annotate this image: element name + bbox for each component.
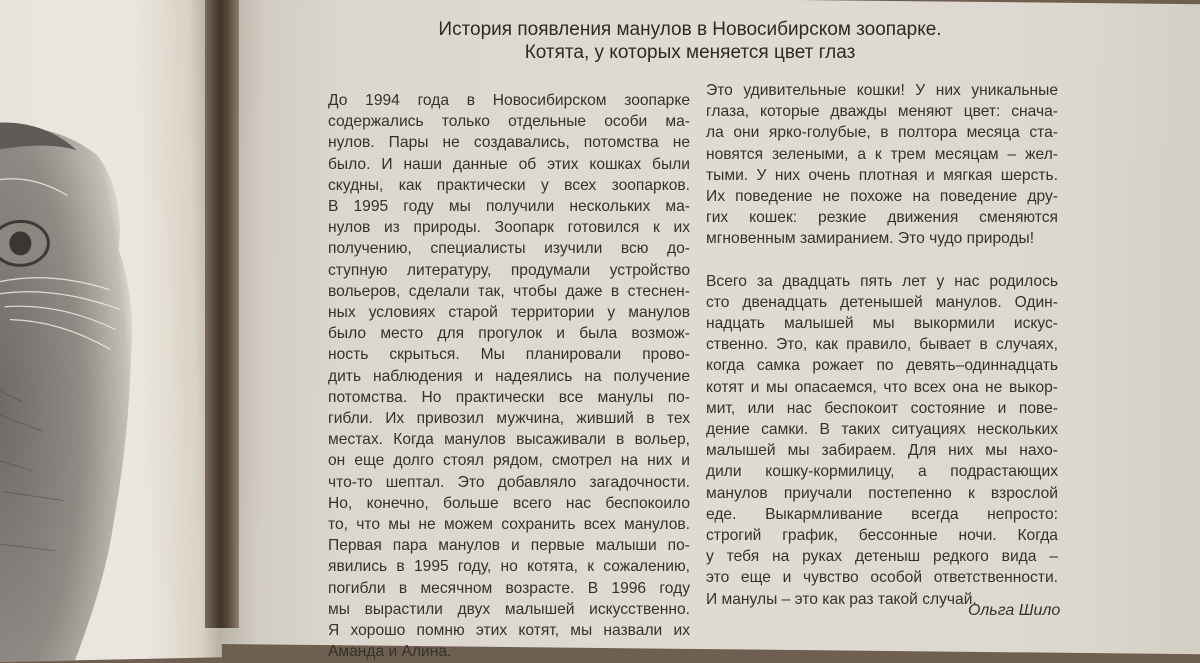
text-column-right — [706, 80, 1058, 610]
text-line: дить наблюдения и надеялись на получение — [328, 367, 690, 385]
text-line: ственно. Это, как правило, бывает в случаях, — [706, 336, 1058, 354]
text-line: ла они ярко-голубые, в полтора месяца ста- — [706, 124, 1058, 142]
text-line: нулов из природы. Зоопарк готовился к их — [328, 219, 690, 237]
text-line: сто двенадцать детенышей манулов. Один- — [706, 293, 1058, 311]
text-line: гибли. Их привозил мужчина, живший в тех — [328, 410, 690, 428]
text-line: еде. Выкармливание всегда непросто: — [706, 505, 1058, 523]
text-line: ступную литературу, продумали устройство — [328, 261, 690, 279]
paragraph — [328, 90, 690, 662]
text-line: мит, или нас беспокоит состояние и пове- — [706, 399, 1058, 417]
text-line: вольеров, сделали так, чтобы даже в стеснен- — [328, 282, 690, 300]
text-line: погибли в месячном возрасте. В 1996 году — [328, 579, 690, 597]
text-line: ность скрыться. Мы планировали прово- — [328, 346, 690, 364]
text-line: строгий график, бессонные ночи. Когда — [706, 527, 1058, 545]
text-line: Аманда и Алина. — [328, 643, 452, 661]
text-line: новятся зелеными, а к трем месяцам – жел- — [706, 145, 1058, 163]
text-line: мы вырастили двух малышей искусственно. — [328, 600, 690, 618]
text-line: получению, специалисты изучили всю до- — [328, 240, 690, 258]
text-line: скудны, как практически у всех зоопарков. — [328, 176, 690, 194]
text-line: то, что мы не можем сохранить всех манулов. — [328, 516, 690, 534]
article-title — [380, 18, 1000, 64]
text-line: малышей мы забираем. Для них мы нахо- — [706, 442, 1058, 460]
text-line: когда самка рожает по девять–одиннадцать — [706, 357, 1058, 375]
text-line: Всего за двадцать пять лет у нас родилось — [706, 272, 1058, 290]
text-line: что-то шептал. Это добавляло загадочности. — [328, 473, 690, 491]
text-line: явились в 1995 году, но котята, к сожалению, — [328, 558, 690, 576]
title-line-2: Котята, у которых меняется цвет глаз — [524, 42, 856, 63]
text-line: содержались только отдельные особи ма- — [328, 113, 690, 131]
text-line: надцать малышей мы выкормили искус- — [706, 315, 1058, 333]
text-line: манулов приучали постепенно к взрослой — [706, 484, 1058, 502]
text-line: местах. Когда манулов высаживали в вольер, — [328, 431, 690, 449]
text-line: нулов. Пары не создавались, потомства не — [328, 134, 690, 152]
text-line: Это удивительные кошки! У них уникальные — [706, 82, 1058, 99]
text-line: И манулы – это как раз такой случай. — [706, 590, 977, 608]
text-line: В 1995 году мы получили нескольких ма- — [328, 198, 690, 216]
paragraph — [706, 271, 1058, 610]
text-line: Но, конечно, больше всего нас беспокоило — [328, 494, 690, 512]
text-line: мгновенным замиранием. Это чудо природы! — [706, 230, 1035, 248]
text-line: у тебя на руках детеныш редкого вида – — [706, 548, 1058, 566]
text-line: Их поведение не похоже на поведение дру- — [706, 188, 1058, 206]
text-line: он еще долго стоял рядом, смотрел на них и — [328, 452, 690, 470]
text-line: дение самки. В таких ситуациях нескольких — [706, 421, 1058, 439]
text-column-left — [328, 90, 690, 662]
text-line: было место для прогулок и была возмож- — [328, 325, 690, 343]
text-line: это еще и чувство особой ответственности. — [706, 569, 1058, 587]
title-line-1: История появления манулов в Новосибирском зоопарке. — [438, 19, 942, 40]
author-signature: Ольга Шило — [968, 602, 1061, 619]
paragraph — [706, 80, 1058, 250]
text-line: Первая пара манулов и первые малыши по- — [328, 537, 690, 555]
text-line: До 1994 года в Новосибирском зоопарке — [328, 92, 690, 109]
text-line: дили кошку-кормилицу, а подрастающих — [706, 463, 1058, 481]
text-line: Я хорошо помню этих котят, мы назвали их — [328, 622, 690, 640]
text-line: ных условиях старой территории у манулов — [328, 304, 690, 322]
text-line: было. И наши данные об этих кошках были — [328, 155, 690, 173]
text-line: тыми. У них очень плотная и мягкая шерсть. — [706, 166, 1058, 184]
text-line: потомства. Но практически все манулы по- — [328, 388, 690, 406]
text-line: глаза, которые дважды меняют цвет: снача- — [706, 103, 1058, 121]
text-line: гих кошек: резкие движения сменяются — [706, 209, 1058, 227]
text-line: котят и мы опасаемся, что всех она не выкор- — [706, 378, 1058, 396]
